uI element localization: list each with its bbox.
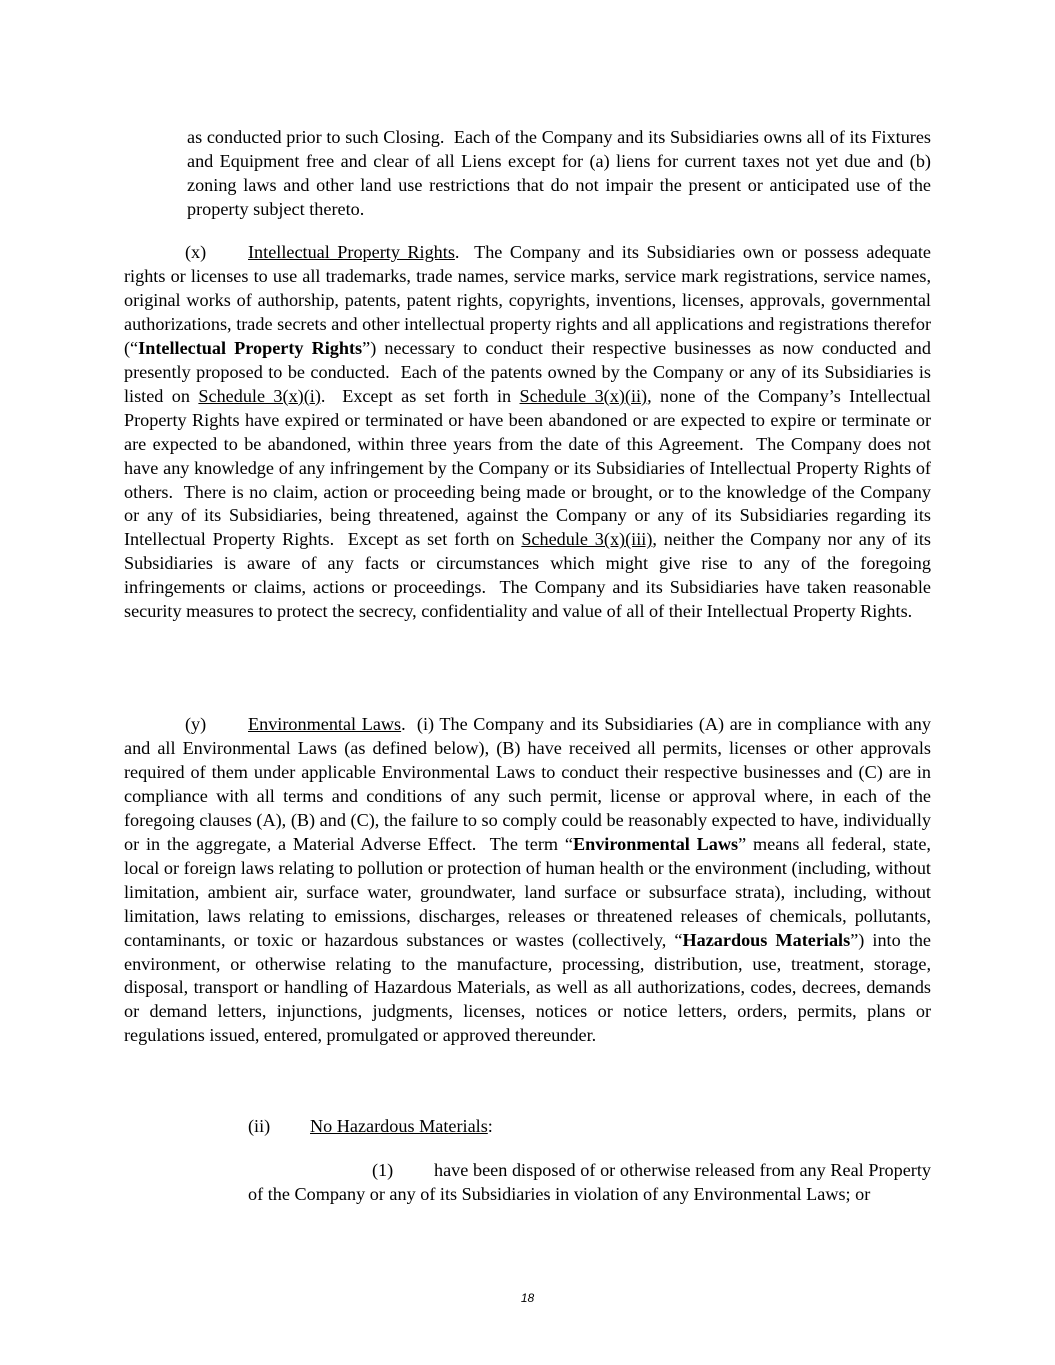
defined-term: Intellectual Property Rights [138,337,363,358]
subsection-ii: (ii) No Hazardous Materials: [248,1115,931,1139]
section-heading: Intellectual Property Rights [248,242,455,262]
section-marker: (x) [185,242,207,262]
subsection-marker: (ii) [248,1116,271,1136]
schedule-reference: Schedule 3(x)(ii) [519,385,648,406]
defined-term: Hazardous Materials [682,929,851,950]
item-text: have been disposed of or otherwise released from any Real Property of the Company or any of its Subsidiaries in violation of any Environmental Laws; or [248,1160,931,1204]
paragraph-continuation [187,126,931,222]
section-heading: Environmental Laws [248,714,402,734]
subsection-heading: No Hazardous Materials [310,1116,488,1136]
section-y-environmental-laws: (y) Environmental Laws. (i) The Company and its Subsidiaries (A) are in compliance with any and all Environmental Laws (as defined below), (B) have received all permits, licenses or other approvals required of them under applicable Environmental Laws to conduct their respective businesses and (C) are in compliance with all terms and conditions of any such permit, license or approval where, in each of the foregoing clauses (A), (B) and (C), the failure to so comply could be reasonably expected to have, individually or in the aggregate, a Material Adverse Effect. The term “Environmental Laws” means all federal, state, local or foreign laws relating to pollution or protection of human health or the environment (including, without limitation, ambient air, surface water, groundwater, land surface or subsurface strata), including, without limitation, laws relating to emissions, discharges, releases or threatened releases of chemicals, pollutants, contaminants, or toxic or hazardous substances or wastes (collectively, “Hazardous Materials”) into the environment, or otherwise relating to the manufacture, processing, distribution, use, treatment, storage, disposal, transport or handling of Hazardous Materials, as well as all authorizations, codes, decrees, demands or demand letters, injunctions, judgments, licenses, notices or notice letters, orders, permits, plans or regulations issued, entered, promulgated or approved thereunder. [124,714,932,1046]
schedule-reference: Schedule 3(x)(iii) [521,529,653,550]
schedule-reference: Schedule 3(x)(i) [198,385,321,406]
page-number: 18 [520,1291,535,1305]
item-marker: (1) [372,1160,394,1180]
list-item-1 [248,1159,931,1207]
section-x-intellectual-property: (x) Intellectual Property Rights. The Company and its Subsidiaries own or possess adequate rights or licenses to use all trademarks, trade names, service marks, service mark registrations, service names, original works of authorship, patents, patent rights, copyrights, inventions, licenses, approvals, governmental authorizations, trade secrets and other intellectual property rights and all applications and registrations therefor (“Intellectual Property Rights”) necessary to conduct their respective businesses as now conducted and presently proposed to be conducted. Each of the patents owned by the Company or any of its Subsidiaries is listed on Schedule 3(x)(i). Except as set forth in Schedule 3(x)(ii), none of the Company’s Intellectual Property Rights have expired or terminated or have been abandoned or are expected to expire or terminate or are expected to be abandoned, within three years from the date of this Agreement. The Company does not have any knowledge of any infringement by the Company or its Subsidiaries of Intellectual Property Rights of others. There is no claim, action or proceeding being made or brought, or to the knowledge of the Company or any of its Subsidiaries, being threatened, against the Company or any of its Subsidiaries regarding its Intellectual Property Rights. Except as set forth on Schedule 3(x)(iii), neither the Company nor any of its Subsidiaries is aware of any facts or circumstances which might give rise to any of the foregoing infringements or claims, actions or proceedings. The Company and its Subsidiaries have taken reasonable security measures to protect the secrecy, confidentiality and value of all of their Intellectual Property Rights. [124,242,931,622]
defined-term: Environmental Laws [572,833,739,854]
section-marker: (y) [185,714,207,734]
paragraph-text: as conducted prior to such Closing. Each of the Company and its Subsidiaries owns all of its Fixtures and Equipment free and clear of all Liens except for (a) liens for current taxes not yet due and (b) zoning laws and other land use restrictions that do not impair the present or anticipated use of the property subject thereto. [187,127,931,219]
